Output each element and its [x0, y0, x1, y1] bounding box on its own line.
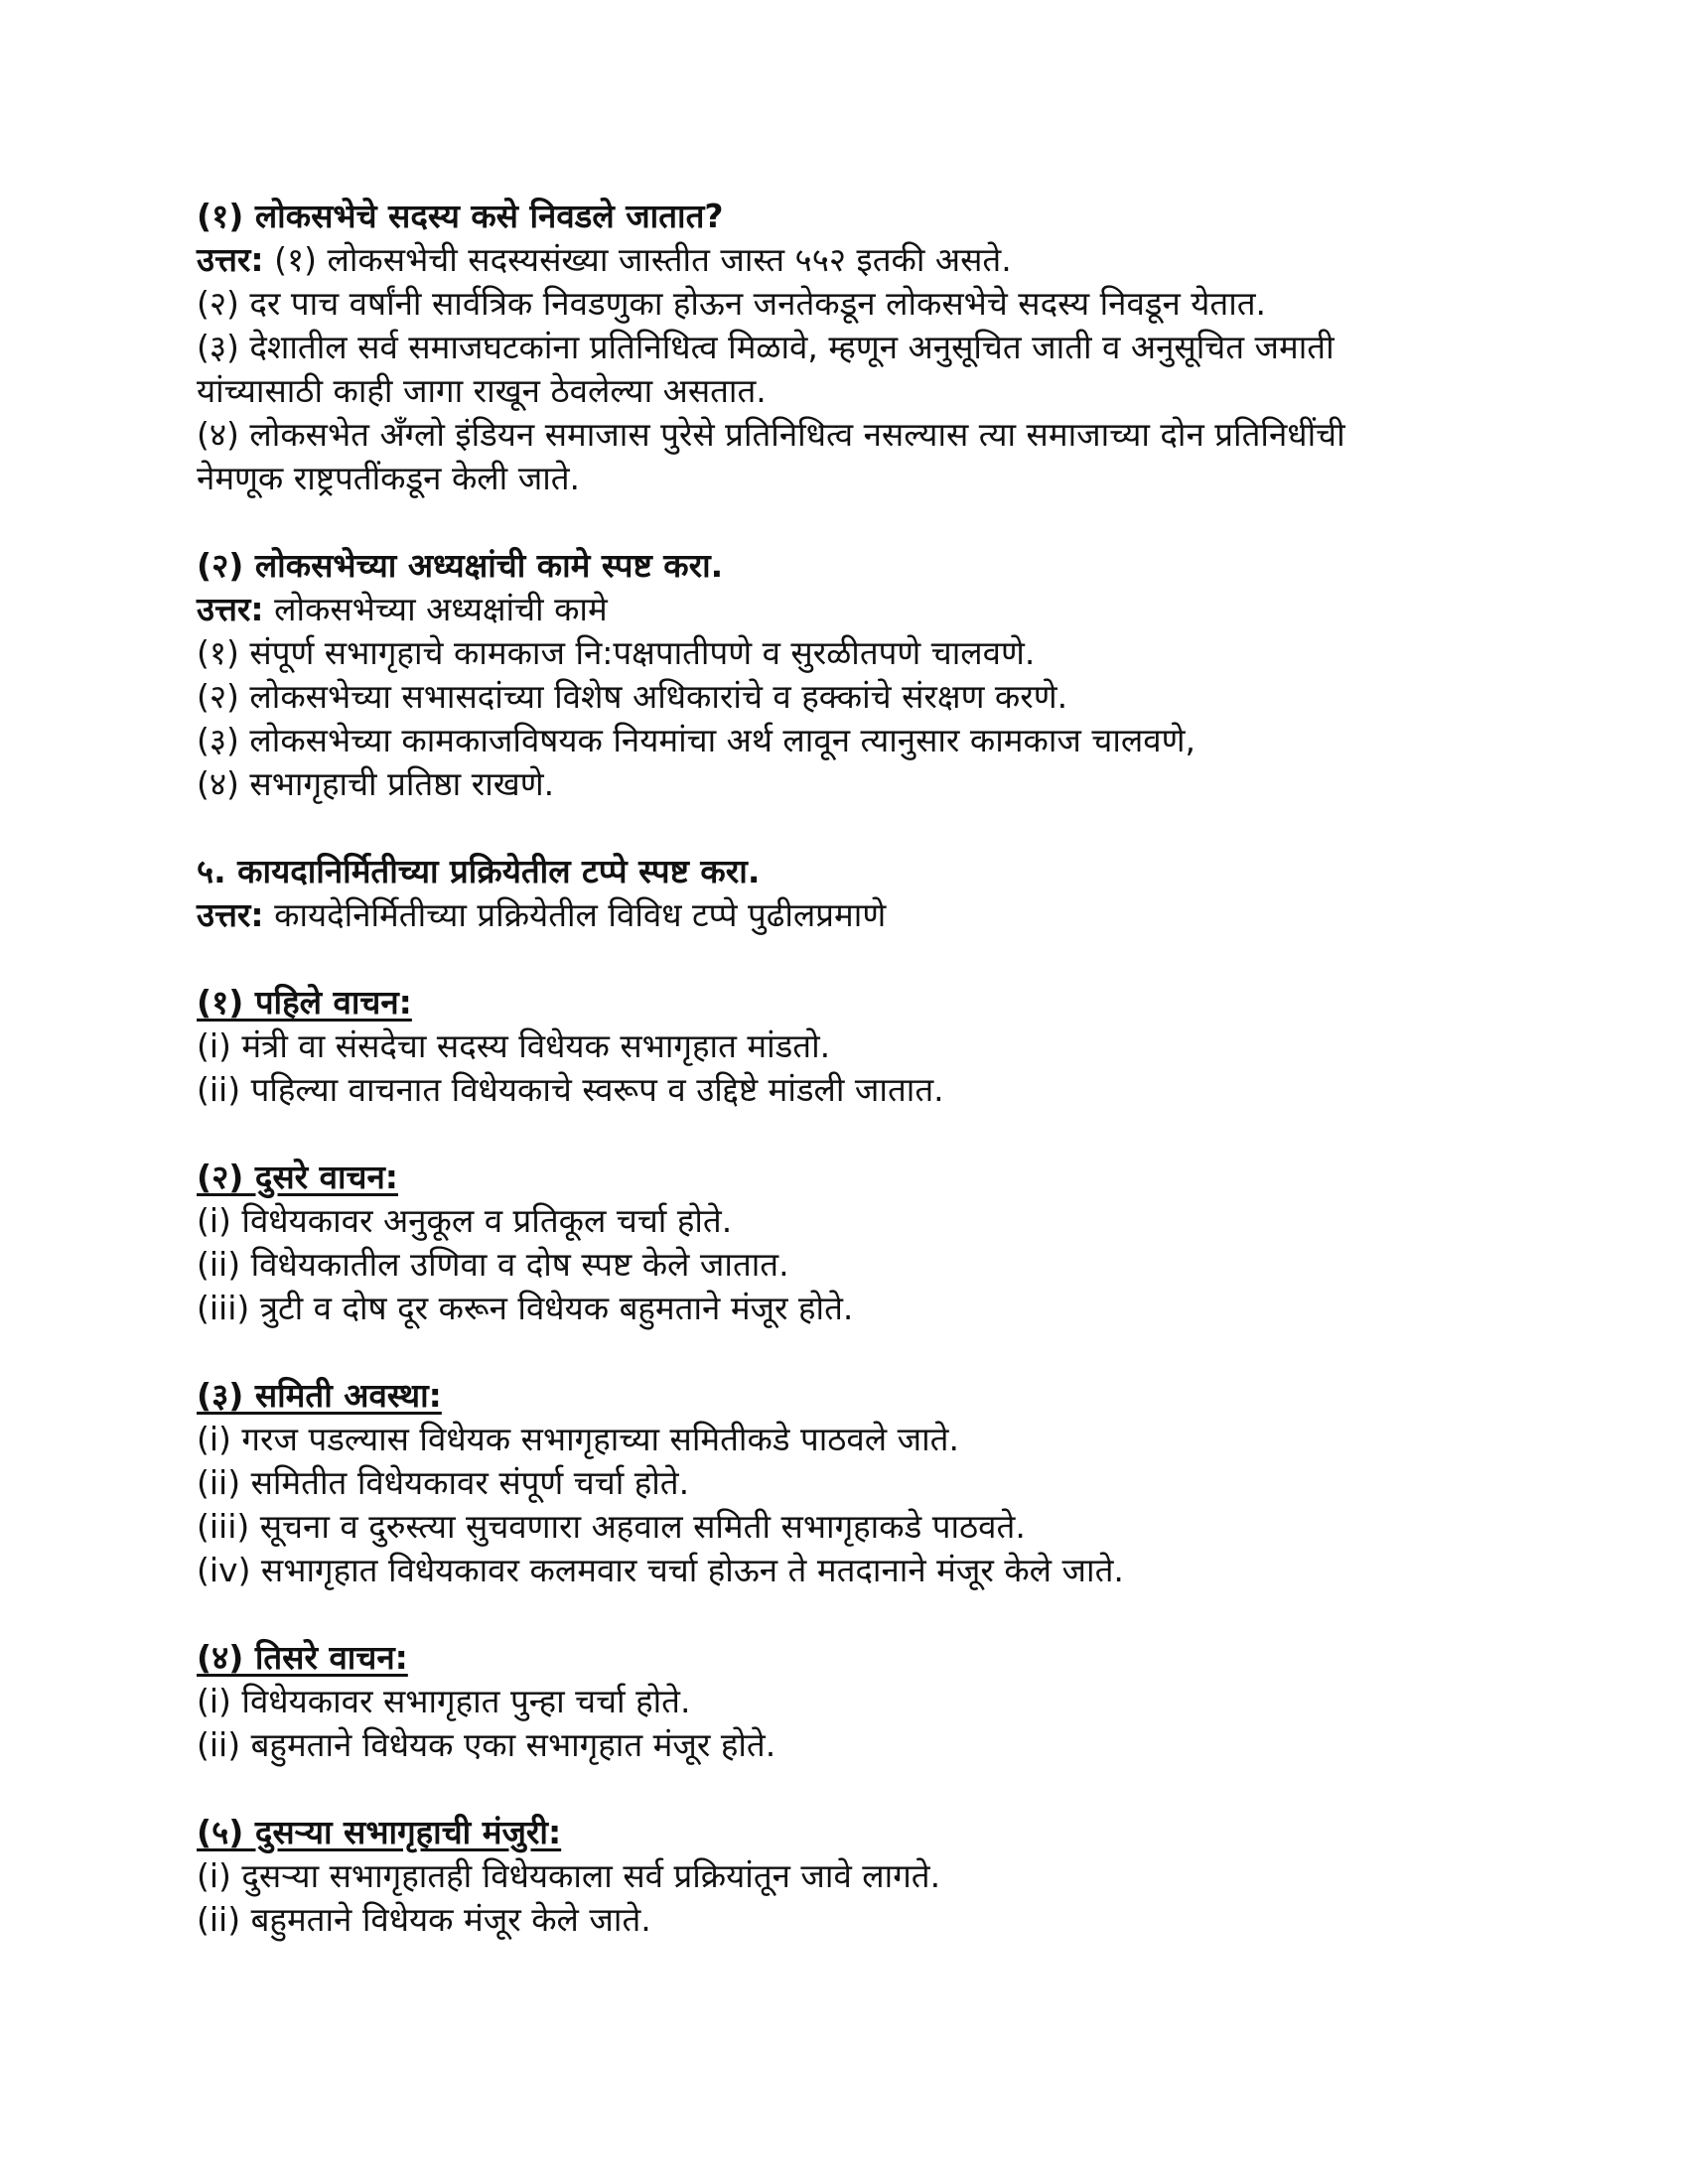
answer-point: (३) लोकसभेच्या कामकाजविषयक नियमांचा अर्थ लावून त्यानुसार कामकाज चालवणे,: [197, 721, 1196, 759]
stage-point: (ii) बहुमताने विधेयक एका सभागृहात मंजूर होते.: [197, 1725, 776, 1764]
stage-point: (iii) त्रुटी व दोष दूर करून विधेयक बहुमताने मंजूर होते.: [197, 1289, 854, 1327]
stage-point: (iii) सूचना व दुरुस्त्या सुचवणारा अहवाल समिती सभागृहाकडे पाठवते.: [197, 1507, 1026, 1546]
answer-intro: कायदेनिर्मितीच्या प्रक्रियेतील विविध टप्पे पुढीलप्रमाणे: [274, 895, 887, 934]
answer-label: उत्तर:: [197, 895, 264, 934]
stage-point: (iv) सभागृहात विधेयकावर कलमवार चर्चा होऊन ते मतदानाने मंजूर केले जाते.: [197, 1551, 1124, 1589]
answer-point: (१) संपूर्ण सभागृहाचे कामकाज नि:पक्षपातीपणे व सुरळीतपणे चालवणे.: [197, 633, 1036, 672]
answer-label: उत्तर:: [197, 240, 264, 279]
stage-point: (ii) समितीत विधेयकावर संपूर्ण चर्चा होते.: [197, 1463, 690, 1502]
stage-heading: (१) पहिले वाचन:: [197, 983, 412, 1022]
stage-point: (i) विधेयकावर सभागृहात पुन्हा चर्चा होते.: [197, 1682, 691, 1720]
question-1: (१) लोकसभेचे सदस्य कसे निवडले जातात?: [197, 197, 724, 235]
stage-point: (i) दुसऱ्या सभागृहातही विधेयकाला सर्व प्रक्रियांतून जावे लागते.: [197, 1856, 941, 1895]
answer-2-intro-line: [197, 588, 1517, 631]
stage-point: (ii) विधेयकातील उणिवा व दोष स्पष्ट केले जातात.: [197, 1245, 789, 1284]
answer-point: (२) दर पाच वर्षांनी सार्वत्रिक निवडणुका होऊन जनतेकडून लोकसभेचे सदस्य निवडून येतात.: [197, 284, 1267, 323]
answer-5-intro-line: [197, 893, 1517, 937]
stage-heading: (३) समिती अवस्था:: [197, 1376, 442, 1415]
stage-point: (ii) बहुमताने विधेयक मंजूर केले जाते.: [197, 1900, 651, 1939]
answer-point: (४) लोकसभेत अँग्लो इंडियन समाजास पुरेसे प्रतिनिधित्व नसल्यास त्या समाजाच्या दोन प्रतिनिधींची: [197, 415, 1345, 454]
answer-label: उत्तर:: [197, 590, 264, 628]
stage-point: (i) गरज पडल्यास विधेयक सभागृहाच्या समितीकडे पाठवले जाते.: [197, 1420, 959, 1458]
stage-heading: (२) दुसरे वाचन:: [197, 1158, 398, 1196]
answer-point-continued: यांच्यासाठी काही जागा राखून ठेवलेल्या असतात.: [197, 371, 767, 410]
answer-intro: लोकसभेच्या अध्यक्षांची कामे: [274, 590, 608, 628]
answer-point-continued: नेमणूक राष्ट्रपतींकडून केली जाते.: [197, 459, 581, 497]
stage-point: (ii) पहिल्या वाचनात विधेयकाचे स्वरूप व उद्दिष्टे मांडली जातात.: [197, 1070, 944, 1109]
answer-point: (४) सभागृहाची प्रतिष्ठा राखणे.: [197, 764, 555, 803]
document-content: [197, 195, 1517, 1942]
stage-heading: (४) तिसरे वाचन:: [197, 1638, 408, 1677]
answer-point: (१) लोकसभेची सदस्यसंख्या जास्तीत जास्त ५५२ इतकी असते.: [274, 240, 1012, 279]
stage-point: (i) विधेयकावर अनुकूल व प्रतिकूल चर्चा होते.: [197, 1201, 733, 1240]
question-5: ५. कायदानिर्मितीच्या प्रक्रियेतील टप्पे स्पष्ट करा.: [197, 852, 761, 890]
stage-point: (i) मंत्री वा संसदेचा सदस्य विधेयक सभागृहात मांडतो.: [197, 1026, 831, 1065]
stage-heading: (५) दुसऱ्या सभागृहाची मंजुरी:: [197, 1813, 562, 1851]
answer-1-first-line: [197, 238, 1517, 282]
answer-point: (३) देशातील सर्व समाजघटकांना प्रतिनिधित्व मिळावे, म्हणून अनुसूचित जाती व अनुसूचित जमाती: [197, 328, 1335, 366]
question-2: (२) लोकसभेच्या अध्यक्षांची कामे स्पष्ट करा.: [197, 546, 724, 585]
answer-point: (२) लोकसभेच्या सभासदांच्या विशेष अधिकारांचे व हक्कांचे संरक्षण करणे.: [197, 677, 1068, 716]
